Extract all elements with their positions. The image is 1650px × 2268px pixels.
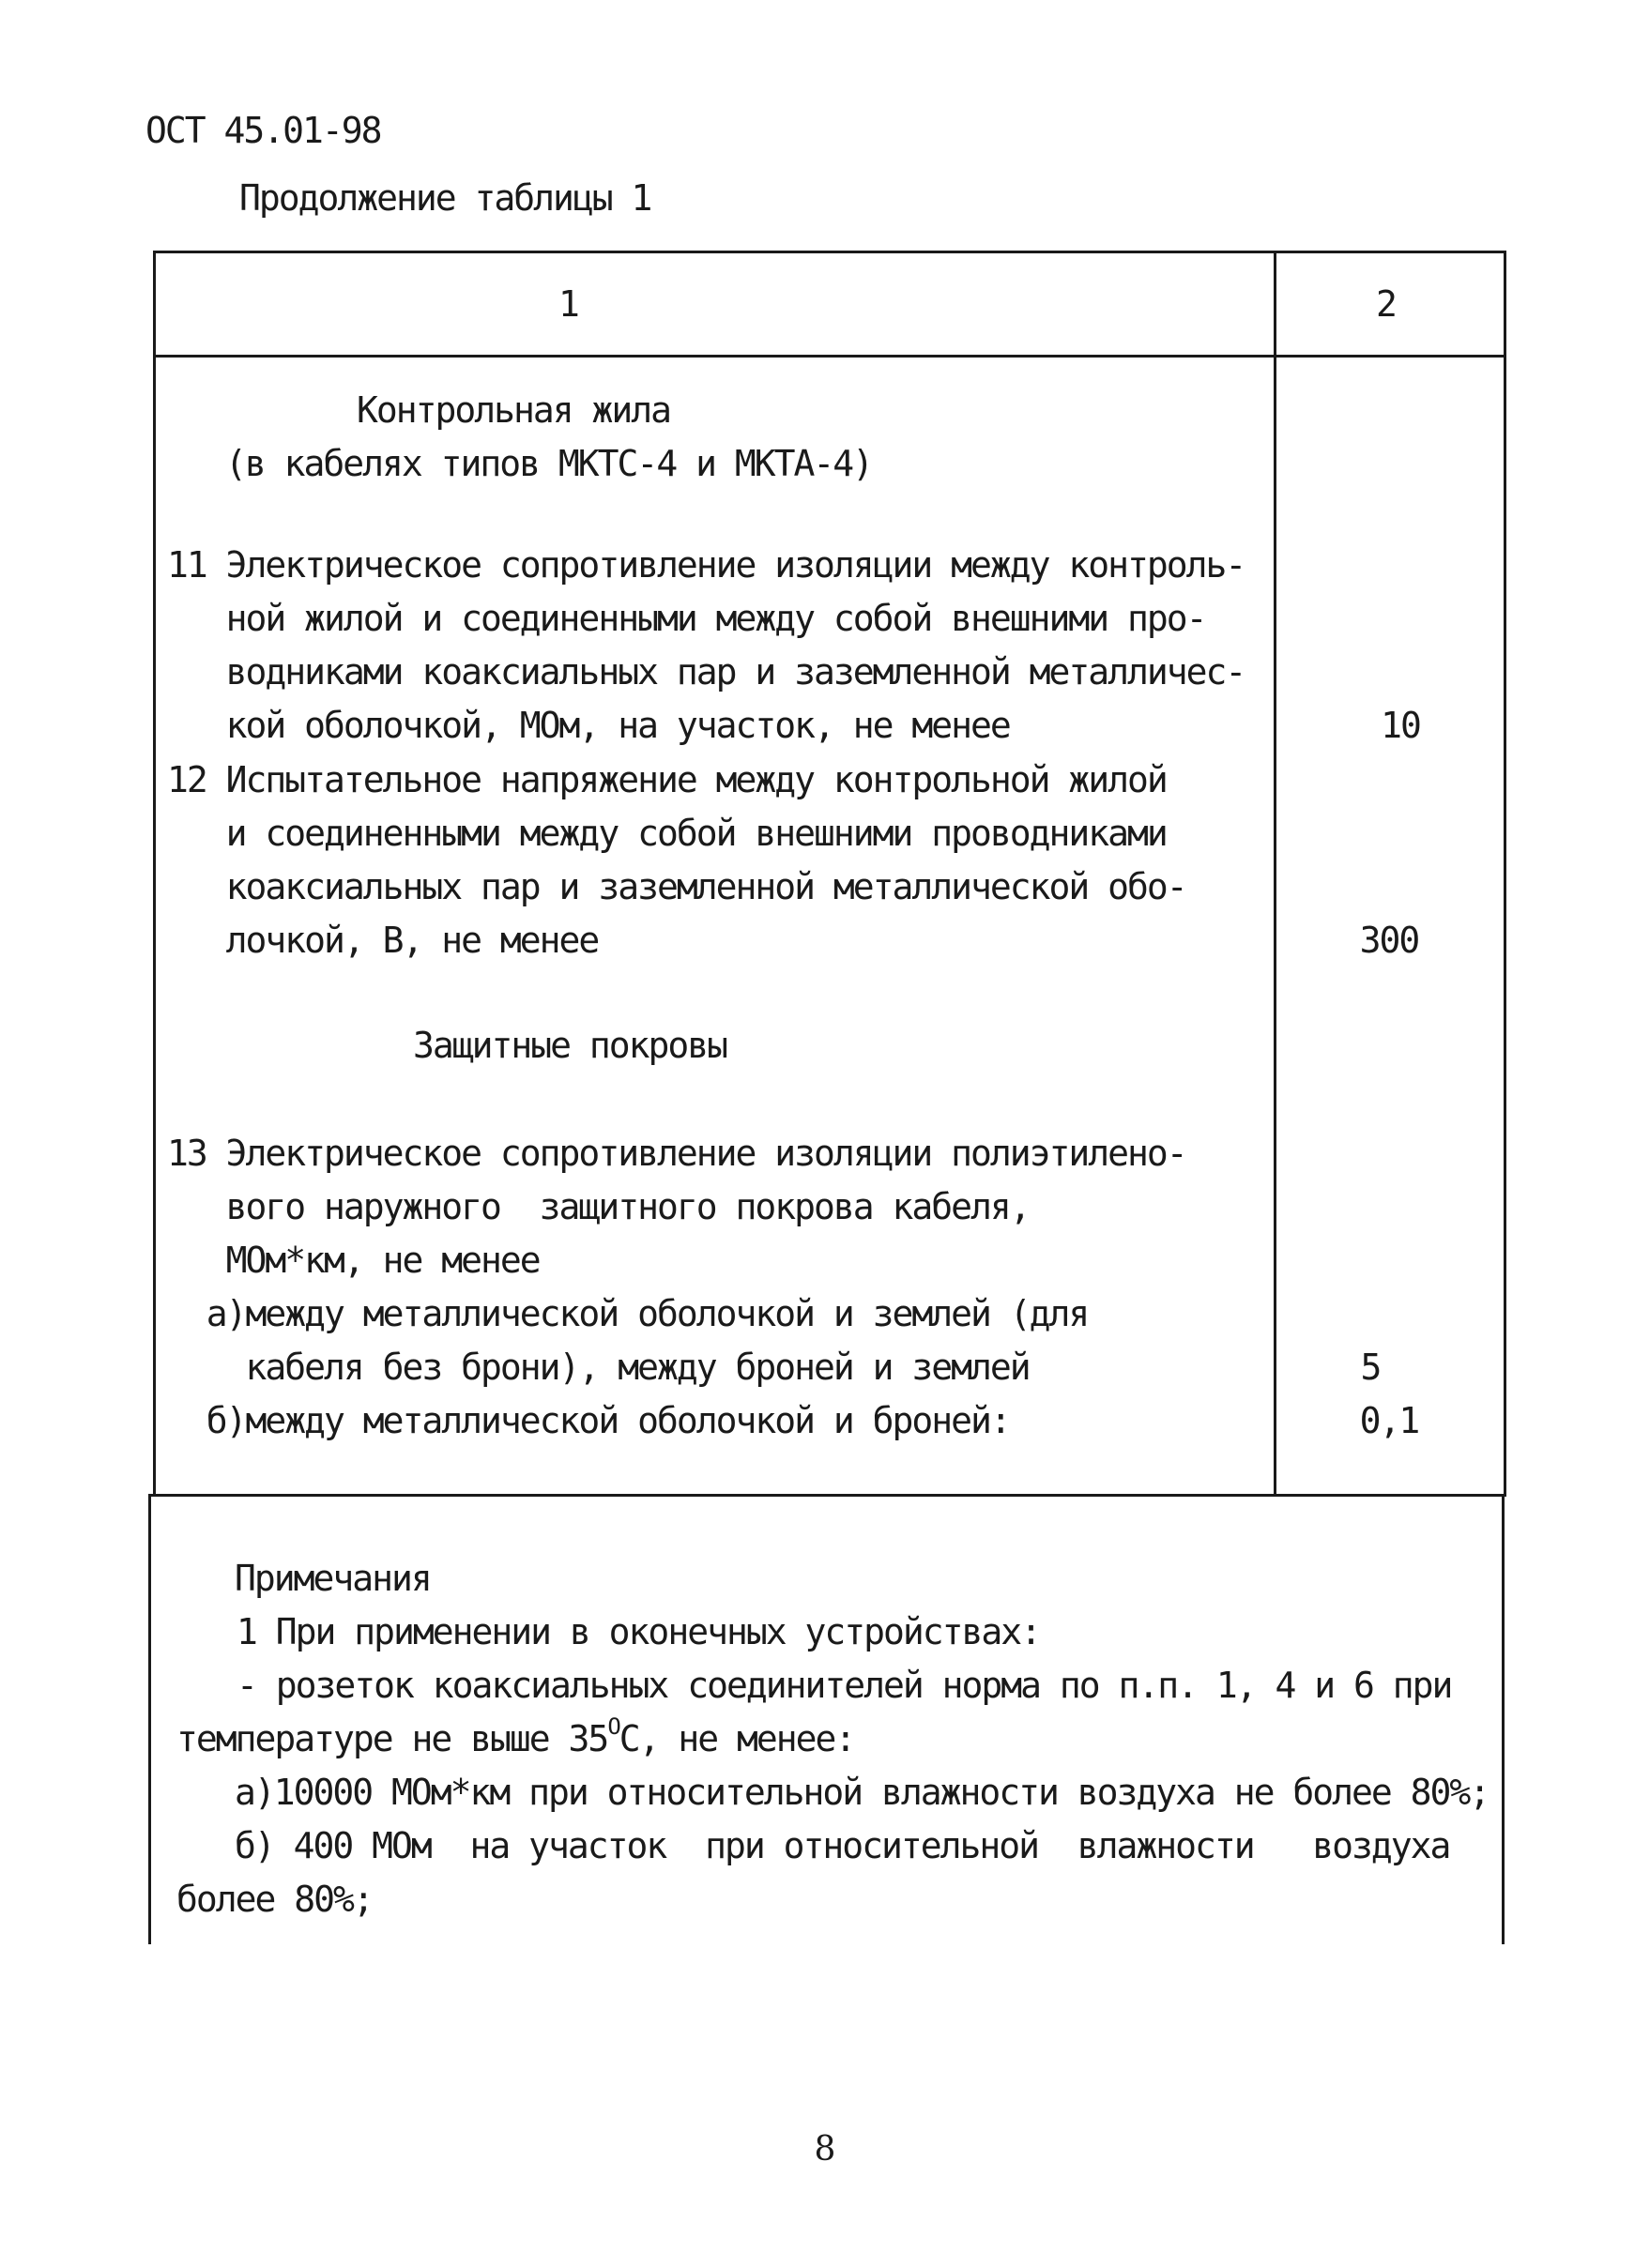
item-11-line-2: ной жилой и соединенными между собой внешними про- — [167, 598, 1206, 639]
notes-line-5: б) 400 МОм на участок при относительной влажности воздуха — [235, 1825, 1450, 1866]
item-12-line-4: лочкой, В, не менее — [167, 920, 599, 961]
degree-sign: О — [607, 1713, 619, 1740]
table-column-divider — [1274, 251, 1276, 1497]
item-13-line-4: а)между металлической оболочкой и землей (для — [167, 1293, 1089, 1334]
item-11-line-3: водниками коаксиальных пар и заземленной металличес- — [167, 651, 1245, 693]
item-13b-value: 0,1 — [1359, 1400, 1419, 1441]
item-12-line-1: 12 Испытательное напряжение между контрольной жилой — [167, 759, 1167, 800]
column-header-1: 1 — [558, 283, 580, 325]
document-code: ОСТ 45.01-98 — [145, 110, 381, 151]
notes-line-3-text: температуре не выше 35 — [176, 1718, 608, 1759]
table-left-border-notes — [148, 1494, 151, 1944]
item-11-line-4: кой оболочкой, МОм, на участок, не менее — [167, 705, 1010, 746]
item-12-line-3: коаксиальных пар и заземленной металлической обо- — [167, 866, 1186, 907]
table-continuation-caption: Продолжение таблицы 1 — [239, 177, 651, 219]
table-header-border — [153, 355, 1505, 358]
notes-line-1: 1 При применении в оконечных устройствах: — [237, 1611, 1040, 1652]
section-title-protective-covers: Защитные покровы — [413, 1025, 727, 1066]
notes-line-2: - розеток коаксиальных соединителей норма по п.п. 1, 4 и 6 при — [237, 1665, 1452, 1706]
item-13-line-3: МОм*км, не менее — [167, 1240, 540, 1281]
section-title-control-core: Контрольная жила — [357, 389, 671, 431]
notes-line-4: а)10000 МОм*км при относительной влажности воздуха не более 80%; — [235, 1772, 1490, 1813]
notes-line-6: более 80%; — [176, 1879, 373, 1920]
item-11-value: 10 — [1381, 705, 1420, 746]
table-left-border-upper — [153, 251, 156, 1497]
table-right-border-upper — [1504, 251, 1506, 1497]
item-13-line-1: 13 Электрическое сопротивление изоляции полиэтилено- — [167, 1133, 1186, 1174]
item-12-value: 300 — [1359, 920, 1419, 961]
notes-line-3-tail: С, не менее: — [619, 1718, 855, 1759]
section-subtitle-cable-types: (в кабелях типов МКТС-4 и МКТА-4) — [225, 443, 872, 484]
column-header-2: 2 — [1376, 283, 1398, 325]
item-13a-value: 5 — [1360, 1347, 1381, 1388]
table-body-bottom-border — [148, 1494, 1505, 1497]
table-top-border — [153, 251, 1505, 253]
item-13-line-6: б)между металлической оболочкой и броней: — [167, 1400, 1010, 1441]
item-12-line-2: и соединенными между собой внешними проводниками — [167, 813, 1167, 854]
item-13-line-5: кабеля без брони), между броней и землей — [167, 1347, 1030, 1388]
notes-line-3 — [176, 1713, 855, 1759]
page-number: 8 — [814, 2130, 836, 2169]
table-right-border-notes — [1502, 1494, 1505, 1944]
item-11-line-1: 11 Электрическое сопротивление изоляции между контроль- — [167, 544, 1245, 586]
item-13-line-2: вого наружного защитного покрова кабеля, — [167, 1186, 1030, 1227]
notes-title: Примечания — [235, 1558, 431, 1599]
